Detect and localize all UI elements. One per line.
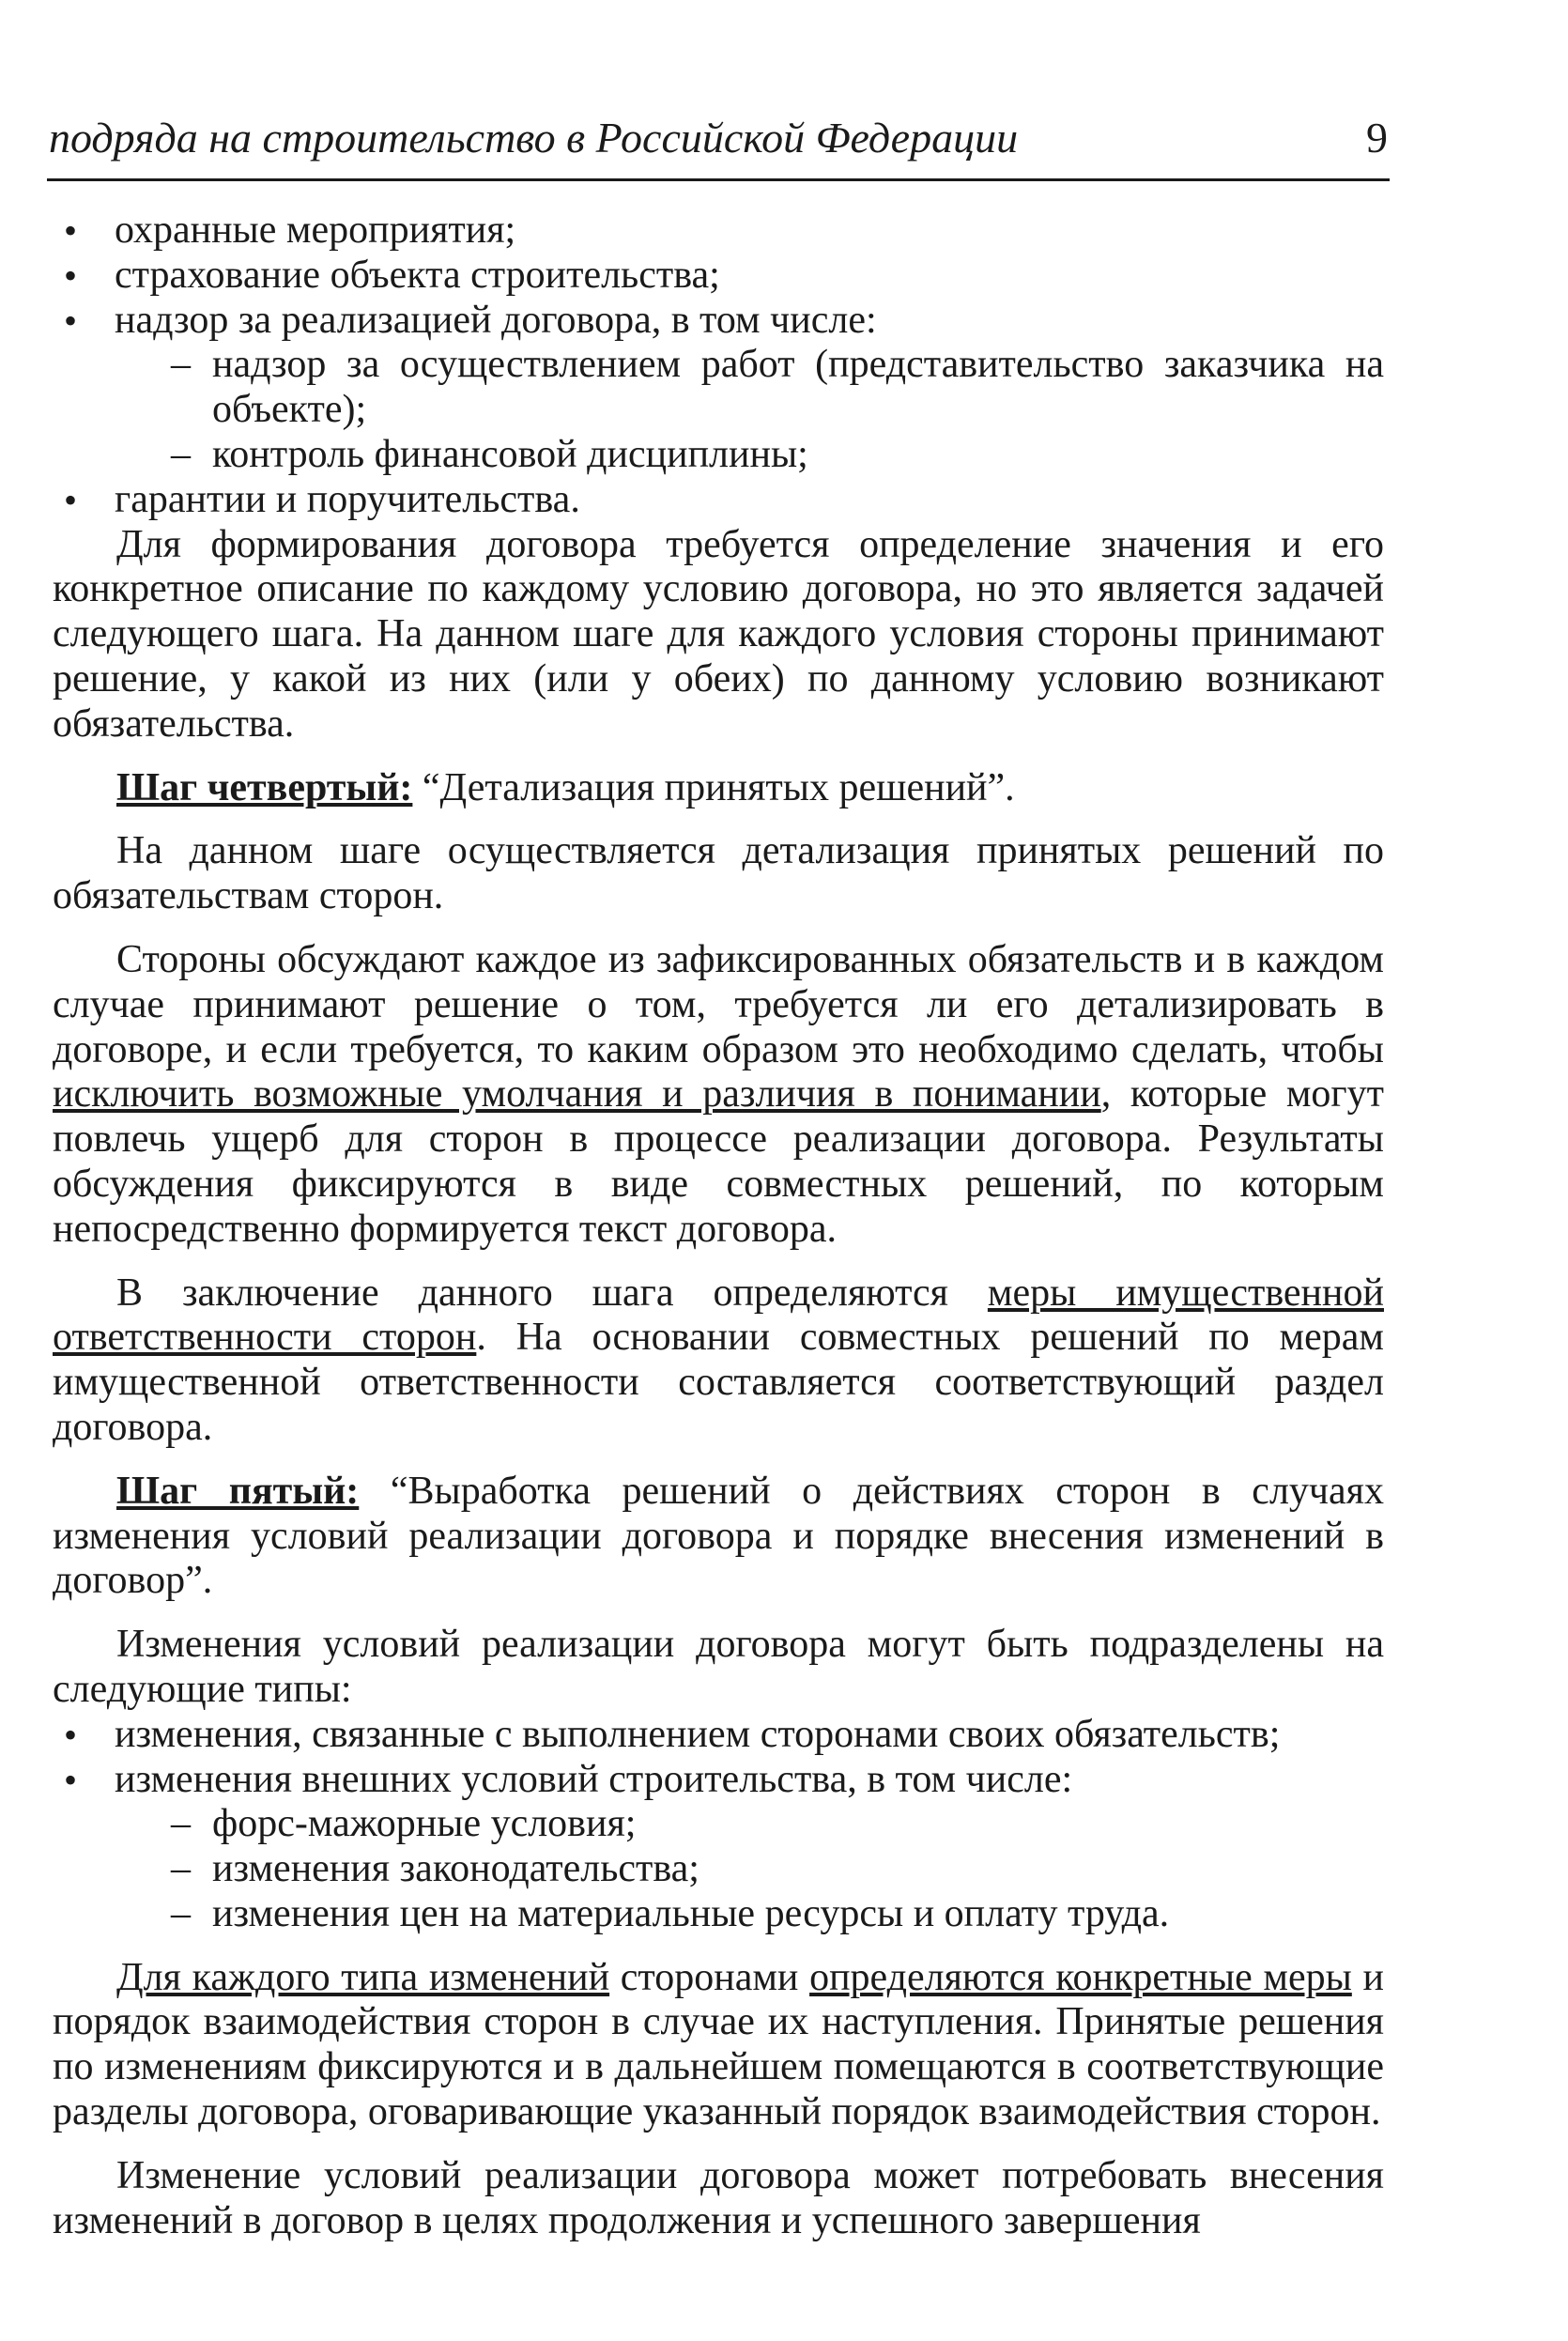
sublist-item <box>171 433 1384 478</box>
sublist-item <box>171 1847 1384 1892</box>
change-types-list <box>53 1713 1384 1803</box>
paragraph <box>53 1956 1384 2135</box>
list-item-text: изменения, связанные с выполнением сторонами своих обязательств; <box>115 1712 1281 1756</box>
underlined-text: определяются конкретные меры <box>809 1955 1352 1999</box>
paragraph: Для формирования договора требуется определение значения и его конкретное описание по каждому условию договора, но это является задачей следующего шага. На данном шаге для каждого условия стороны принимают решение, у какой из них (или у обеих) по данному условию возникают обязательства. <box>53 522 1384 746</box>
running-title: подряда на строительство в Российской Федерации <box>49 114 1019 162</box>
header-rule <box>47 178 1390 181</box>
sublist-item-text: изменения законодательства; <box>212 1847 699 1891</box>
sublist-item-text: изменения цен на материальные ресурсы и оплату труда. <box>212 1891 1170 1935</box>
step-title: “Выработка решений о действиях сторон в случаях изменения условий реализации договора и порядке внесения изменений в договор”. <box>53 1469 1384 1603</box>
text-run: Стороны обсуждают каждое из зафиксированных обязательств и в каждом случае принимают решение о том, требуется ли его детализировать в договоре, и если требуется, то каким образом это необходимо сделать, чтобы <box>53 937 1384 1071</box>
paragraph: На данном шаге осуществляется детализация принятых решений по обязательствам сторон. <box>53 829 1384 918</box>
paragraph: Изменения условий реализации договора могут быть подразделены на следующие типы: <box>53 1623 1384 1711</box>
measures-list-end <box>53 478 1384 523</box>
sublist-item <box>171 343 1384 433</box>
page-number: 9 <box>1366 114 1388 162</box>
list-item <box>53 478 1384 523</box>
step-five-heading <box>53 1470 1384 1604</box>
list-item <box>53 299 1384 344</box>
paragraph <box>53 1271 1384 1451</box>
step-title: “Детализация принятых решений”. <box>412 765 1015 809</box>
list-item <box>53 208 1384 254</box>
list-item-text: охранные мероприятия; <box>115 208 516 252</box>
paragraph: Изменение условий реализации договора может потребовать внесения изменений в договор в целях продолжения и успешного завершения <box>53 2153 1384 2242</box>
underlined-text: исключить возможные умолчания и различия в понимании <box>53 1072 1101 1117</box>
list-item-text: страхование объекта строительства; <box>115 253 720 297</box>
sublist-item-text: контроль финансовой дисциплины; <box>212 432 808 476</box>
sublist-item-text: надзор за осуществлением работ (представительство заказчика на объекте); <box>212 343 1384 432</box>
paragraph <box>53 938 1384 1253</box>
step-label: Шаг пятый: <box>116 1469 360 1513</box>
underlined-text: меры имущественной ответственности сторон <box>53 1271 1384 1360</box>
step-label: Шаг четвертый: <box>116 765 413 809</box>
external-conditions-sublist <box>53 1802 1384 1936</box>
text-run: . На основании совместных решений по мерам имущественной ответственности составляется соответствующий раздел договора. <box>53 1316 1384 1449</box>
list-item-text: надзор за реализацией договора, в том числе: <box>115 298 877 342</box>
text-run: В заключение данного шага определяются <box>116 1271 988 1315</box>
list-item <box>53 1713 1384 1758</box>
list-item <box>53 254 1384 299</box>
list-item-text: изменения внешних условий строительства, в том числе: <box>115 1757 1073 1801</box>
supervision-sublist <box>53 343 1384 477</box>
list-item-text: гарантии и поручительства. <box>115 477 580 521</box>
running-head <box>49 115 1388 162</box>
sublist-item-text: форс-мажорные условия; <box>212 1802 637 1846</box>
text-run: , которые могут повлечь ущерб для сторон в процессе реализации договора. Результаты обсуждения фиксируются в виде совместных решений, по которым непосредственно формируется текст договора. <box>53 1072 1384 1251</box>
step-four-heading <box>53 766 1384 811</box>
sublist-item <box>171 1892 1384 1937</box>
sublist-item <box>171 1802 1384 1847</box>
text-run: сторонами <box>609 1955 810 1999</box>
list-item <box>53 1758 1384 1803</box>
underlined-text: Для каждого типа изменений <box>116 1955 610 1999</box>
page-body <box>53 208 1384 2243</box>
measures-list <box>53 208 1384 343</box>
text-run: и порядок взаимодействия сторон в случае их наступления. Принятые решения по изменениям фиксируются и в дальнейшем помещаются в соответствующие разделы договора, оговаривающие указанный порядок взаимодействия сторон. <box>53 1955 1384 2134</box>
